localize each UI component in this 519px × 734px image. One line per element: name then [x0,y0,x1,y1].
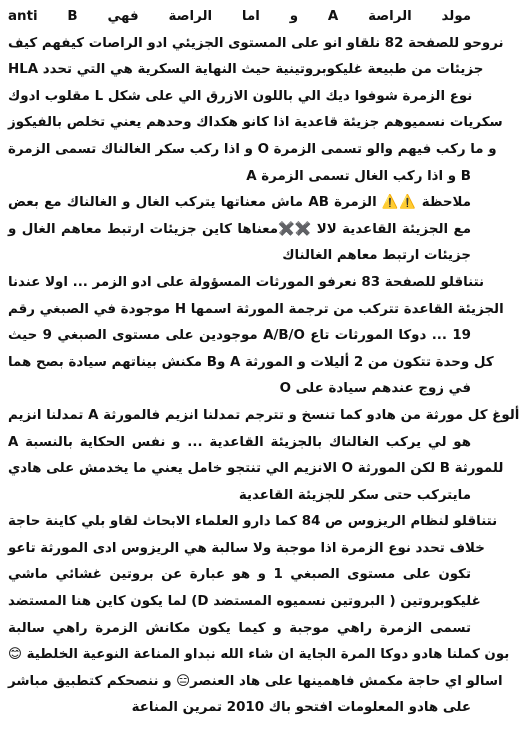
line-text: للمورثة B لكن المورثة O الانزيم الي تنتجو خامل يعني ما يخدمش على هادي [8,461,504,477]
line-text: ملاحظة ⚠️⚠️ الزمرة AB ماش معناتها يتركب الغال و الغالناك مع بعض [8,195,471,211]
line-text: ألوغ كل مورثة من هادو كما تنسخ و تترجم تمدلنا انزيم فالمورثة A تمدلنا انزيم [8,407,519,423]
line-text: بون كملنا هادو دوكا المرة الجاية ان شاء الله نبداو المناعة النوعية الخلطية 😊 [8,647,510,663]
text-line [8,430,471,457]
text-line [8,110,503,137]
line-text: 19 ... دوكا المورثات تاع A/B/O موجودين على مستوى الصبغي 9 حيث [8,328,471,344]
text-line [8,669,503,696]
line-text: خلاف تحدد نوع الزمرة اذا موجبة ولا سالبة هي الريزوس ادى المورثة تاعو [8,540,485,556]
text-line [8,217,471,244]
text-line [8,695,471,722]
text-line [8,4,471,31]
line-text: نروحو للصفحة 82 نلقاو انو على المستوى الجزيئي ادو الراصات كيفهم كيف [8,35,504,51]
line-text: في زوج عندهم سيادة على O [279,381,471,397]
text-line [8,323,471,350]
text-line [8,536,485,563]
line-text: تكون على مستوى الصبغي 1 و هو عبارة عن بروتين غشائي ماشي [8,567,471,583]
line-text: و ما ركب فيهم والو تسمى الزمرة O و اذا ركب سكر الغالناك تسمى الزمرة [8,141,497,157]
text-line [8,483,471,510]
text-line [8,376,471,403]
text-line [8,350,494,377]
line-text: مولد الراصة A و اما الراصة فهي anti B [8,9,471,24]
line-text: كل وحدة تتكون من 2 أليلات و المورثة A وB مكنش بيناتهم سيادة بصح هما [8,354,494,370]
text-line [8,31,504,58]
line-text: مع الجزيئة القاعدية لالا ✖️✖️معناها كاين جزيئات ارتبط معاهم الغال و [8,221,471,237]
line-text: نتناقلو للصفحة 83 نعرفو المورثات المسؤولة على ادو الزمر ... اولا عندنا [8,274,485,290]
text-line [8,297,504,324]
line-text: الجزيئة القاعدة تتركب من ترجمة المورثة اسمها H موجودة في الصبغي رقم [8,301,504,317]
text-line [8,57,484,84]
text-line [8,243,471,270]
line-text: HLA جزيئات من طبيعة غليكوبروتينية حيث النهاية السكرية هي التي تحدد [8,62,484,78]
text-line [8,403,519,430]
line-text: جزيئات ارتبط معاهم الغالناك [282,248,471,264]
line-text: على هادو المعلومات افتحو باك 2010 تمرين المناعة [131,700,471,716]
line-text: نتناقلو لنظام الريزوس ص 84 كما دارو العلماء الابحاث لقاو بلي كاينة حاجة [8,514,498,530]
line-text: سكريات نسميوهم جزيئة قاعدية اذا كانو هكداك وحدهم يعني تخلص بالفيكوز [8,115,503,131]
line-text: غليكوبروتين ( البروتين نسميوه المستضد D) لما يكون كاين هنا المستضد [8,594,481,610]
text-line [8,456,504,483]
text-line [8,190,471,217]
text-line [8,616,471,643]
line-text: A و اذا ركب الغال تسمى الزمرة B [246,168,471,184]
text-line [8,509,498,536]
line-text: نوع الزمرة شوفوا ديك الي باللون الازرق الي على شكل L مقلوب ادوك [8,88,473,104]
line-text: مايتركب حتى سكر للجزيئة القاعدية [238,487,471,503]
text-line [8,164,471,191]
text-line [8,84,471,111]
line-text: A هو لي يركب الغالناك بالجزيئة القاعدية ... و نفس الحكاية بالنسبة [8,434,471,450]
line-text: اسالو اي حاجة مكمش فاهمينها على هاد العنصر😑 و ننصحكم كتطبيق مباشر [8,673,503,689]
text-line [8,137,497,164]
text-line [8,562,471,589]
line-text: تسمى الزمرة راهي موجبة و كيما يكون مكانش الزمرة راهي سالبة [8,620,471,636]
text-line [8,589,481,616]
text-line [8,270,485,297]
text-line [8,642,510,669]
